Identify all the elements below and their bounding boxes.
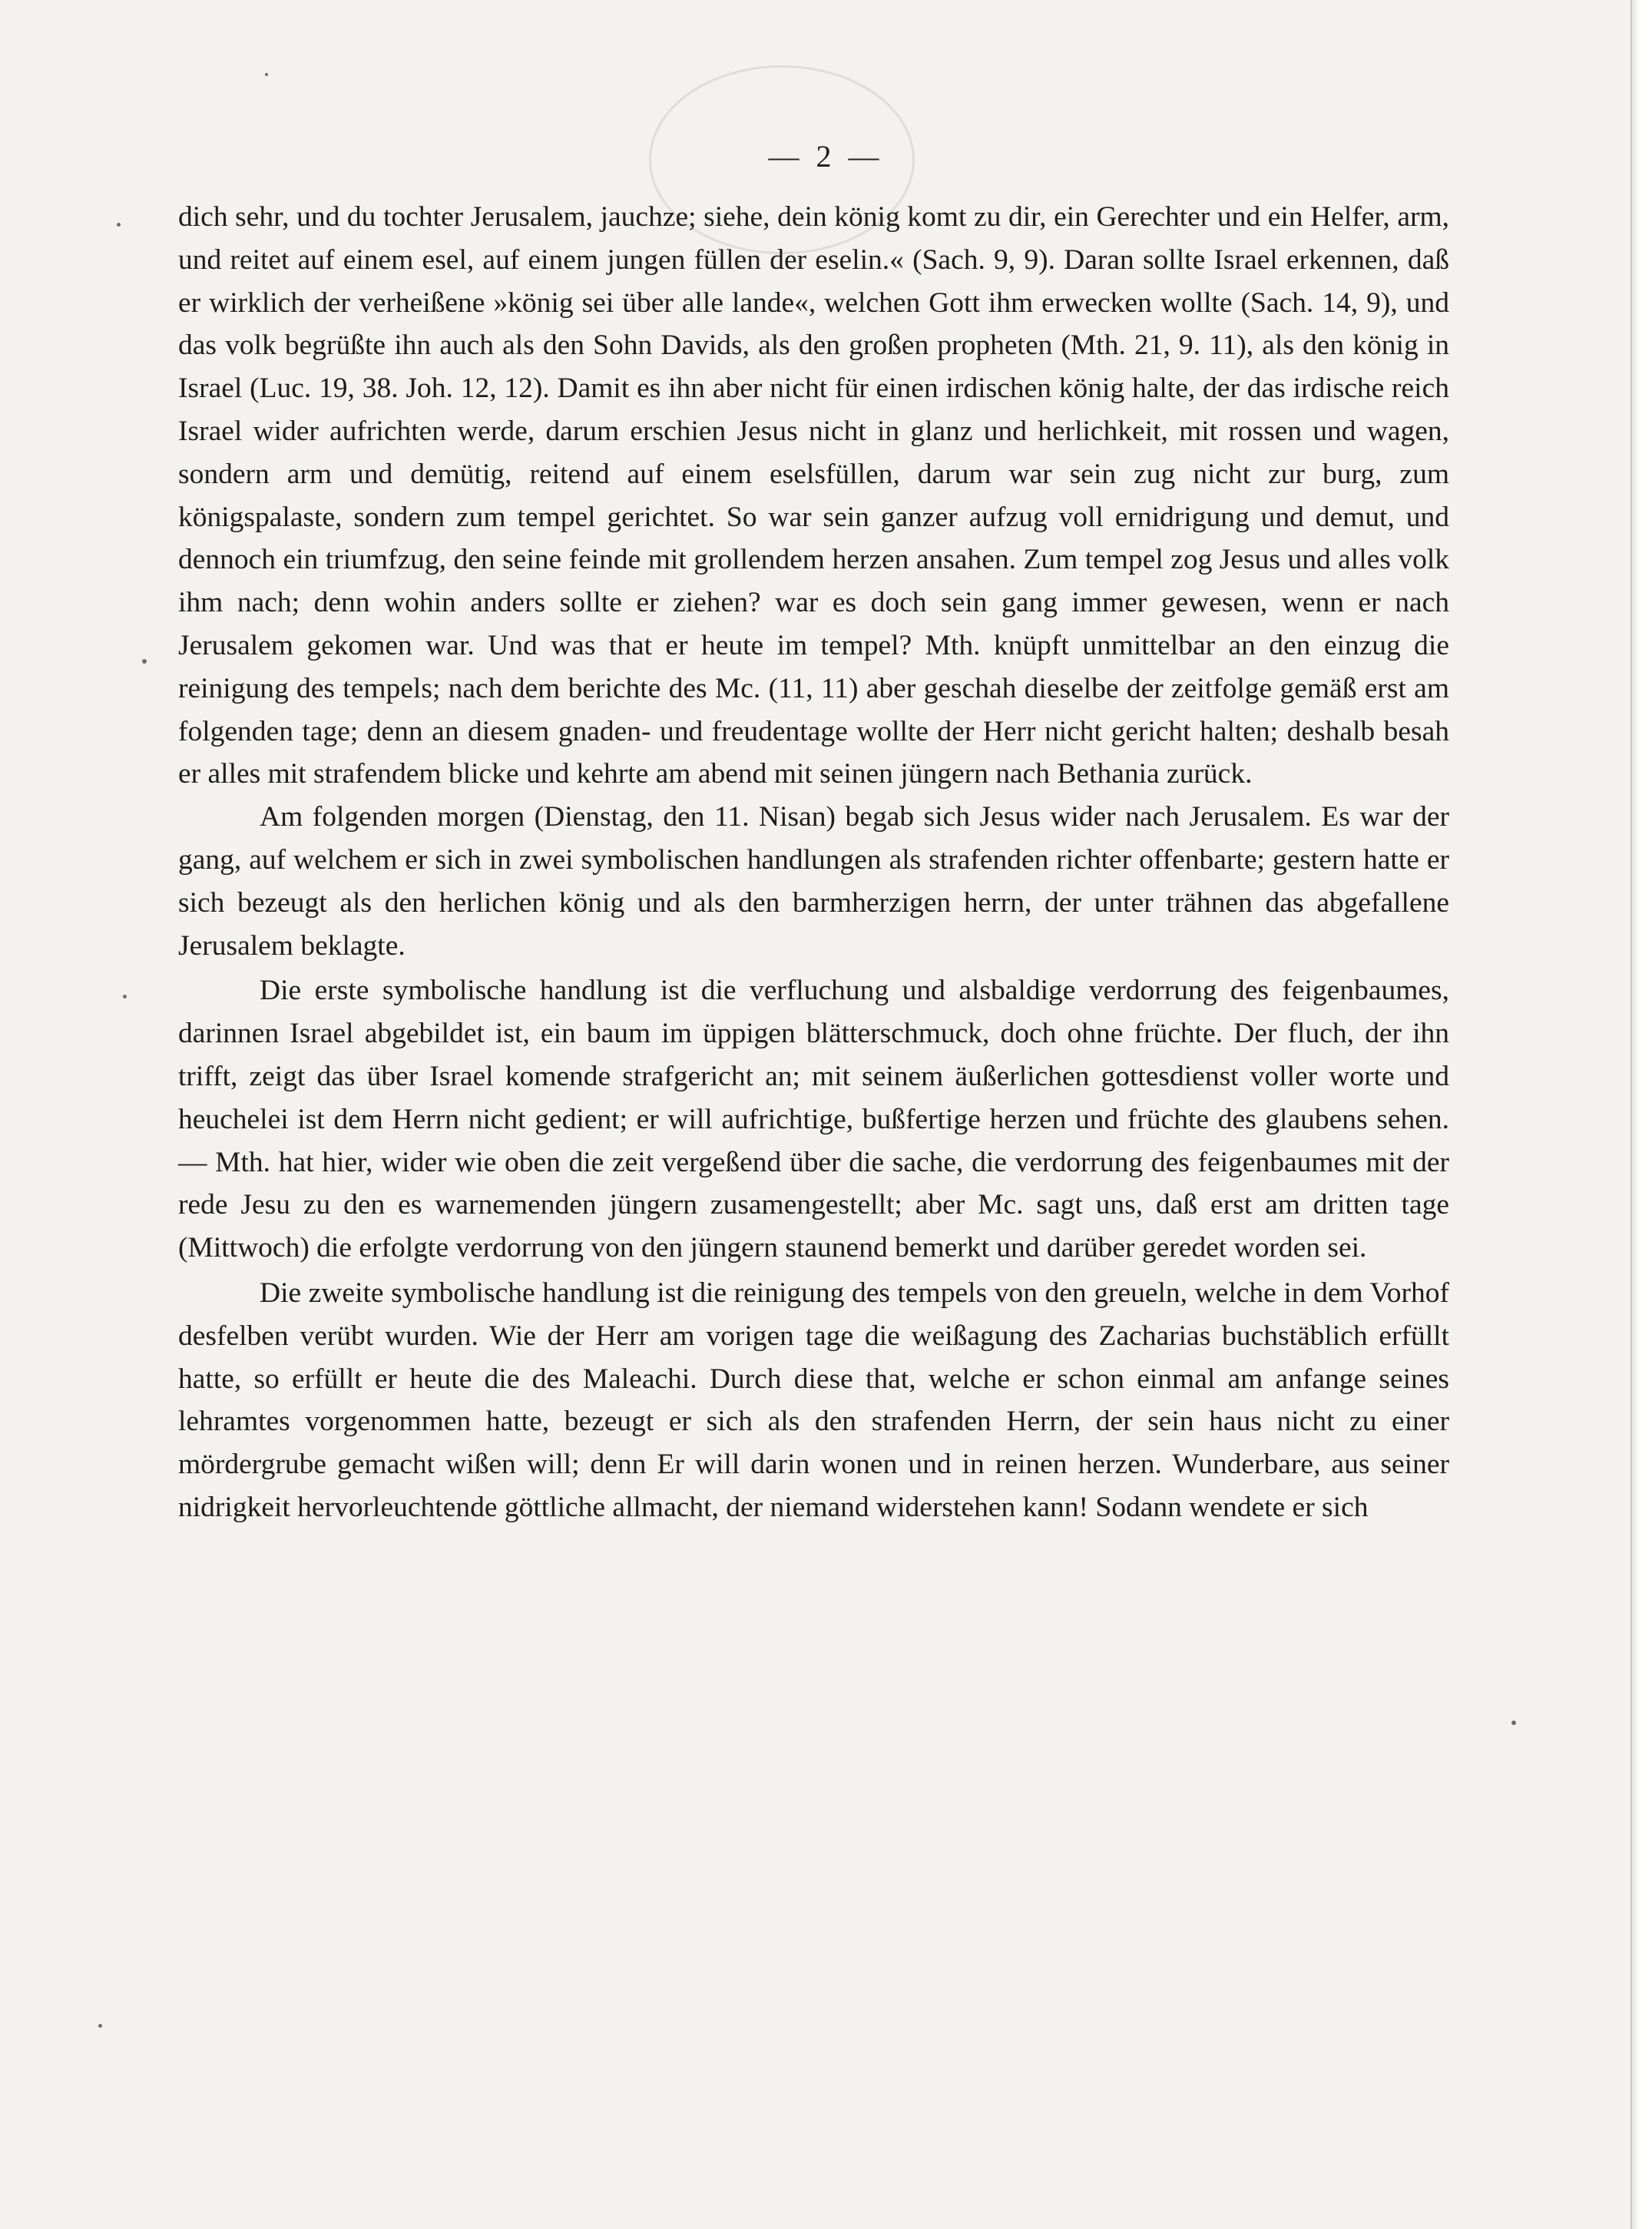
body-text: [178, 196, 1449, 1529]
dust-speck: [123, 995, 127, 999]
dust-speck: [117, 223, 121, 227]
paragraph-1: dich sehr, und du tochter Jerusalem, jauchze; siehe, dein könig komt zu dir, ein Gerechter und ein Helfer, arm, und reitet auf einem esel, auf einem jungen füllen der eselin.« (Sach. 9, 9). Daran sollte Israel erkennen, daß er wirklich der verheißene »könig sei über alle lande«, welchen Gott ihm erwecken wollte (Sach. 14, 9), und das volk begrüßte ihn auch als den Sohn Davids, als den großen propheten (Mth. 21, 9. 11), als den könig in Israel (Luc. 19, 38. Joh. 12, 12). Damit es ihn aber nicht für einen irdischen könig halte, der das irdische reich Israel wider aufrichten werde, darum erschien Jesus nicht in glanz und herlichkeit, mit rossen und wagen, sondern arm und demütig, reitend auf einem eselsfüllen, darum war sein zug nicht zur burg, zum königspalaste, sondern zum tempel gerichtet. So war sein ganzer aufzug voll ernidrigung und demut, und dennoch ein triumfzug, den seine feinde mit grollendem herzen ansahen. Zum tempel zog Jesus und alles volk ihm nach; denn wohin anders sollte er ziehen? war es doch sein gang immer gewesen, wenn er nach Jerusalem gekomen war. Und was that er heute im tempel? Mth. knüpft unmittelbar an den einzug die reinigung des tempels; nach dem berichte des Mc. (11, 11) aber geschah dieselbe der zeitfolge gemäß erst am folgenden tage; denn an diesem gnaden- und freudentage wollte der Herr nicht gericht halten; deshalb besah er alles mit strafendem blicke und kehrte am abend mit seinen jüngern nach Bethania zurück.: [178, 201, 1449, 790]
dust-speck: [1511, 1721, 1516, 1725]
paragraph-4: Die zweite symbolische handlung ist die reinigung des tempels von den greueln, welche in dem Vorhof desfelben verübt wurden. Wie der Herr am vorigen tage die weißagung des Zacharias buchstäblich erfüllt hatte, so erfüllt er heute die des Maleachi. Durch diese that, welche er schon einmal am anfange seines lehramtes vorgenommen hatte, bezeugt er sich als den strafenden Herrn, der sein haus nicht zu einer mördergrube gemacht wißen will; denn Er will darin wonen und in reinen herzen. Wunderbare, aus seiner nidrigkeit hervorleuchtende göttliche allmacht, der niemand widerstehen kann! Sodann wendete er sich: [178, 1277, 1449, 1523]
paragraph-2: Am folgenden morgen (Dienstag, den 11. Nisan) begab sich Jesus wider nach Jerusalem. Es war der gang, auf welchem er sich in zwei symbolischen handlungen als strafenden richter offenbarte; gestern hatte er sich bezeugt als den herlichen könig und als den barmherzigen herrn, der unter trähnen das abgefallene Jerusalem beklagte.: [178, 801, 1449, 962]
dust-speck: [265, 73, 268, 76]
dust-speck: [98, 2024, 102, 2028]
dust-speck: [142, 659, 147, 664]
page-number: — 2 —: [768, 139, 884, 174]
paragraph-3: Die erste symbolische handlung ist die verfluchung und alsbaldige verdorrung des feigenbaumes, darinnen Israel abgebildet ist, ein baum im üppigen blätterschmuck, doch ohne früchte. Der fluch, der ihn trifft, zeigt das über Israel komende strafgericht an; mit seinem äußerlichen gottesdienst voller worte und heuchelei ist dem Herrn nicht gedient; er will aufrichtige, bußfertige herzen und früchte des glaubens sehen. — Mth. hat hier, wider wie oben die zeit vergeßend über die sache, die verdorrung des feigenbaumes mit der rede Jesu zu den es warnemenden jüngern zusamengestellt; aber Mc. sagt uns, daß erst am dritten tage (Mittwoch) die erfolgte verdorrung von den jüngern staunend bemerkt und darüber geredet worden sei.: [178, 975, 1449, 1264]
page-edge: [1630, 0, 1652, 2229]
